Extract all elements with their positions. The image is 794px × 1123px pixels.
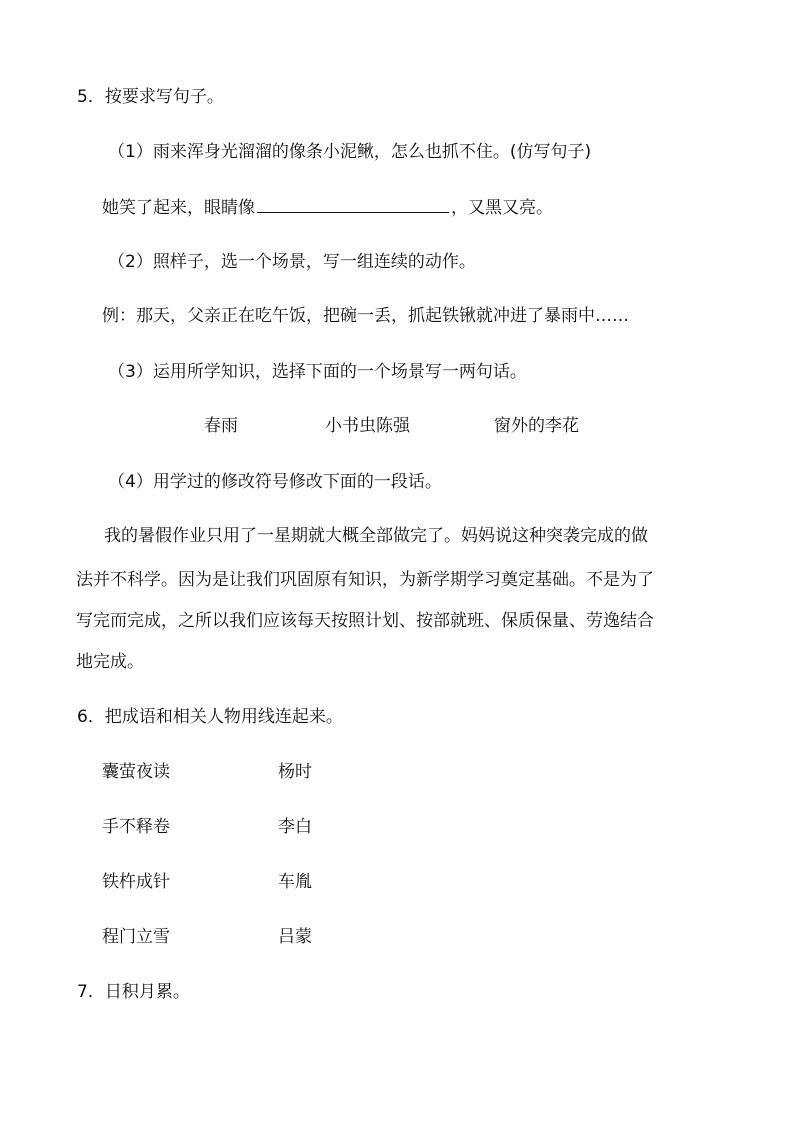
question-5-title: 5．按要求写句子。 [77,87,224,107]
person-item: 车胤 [278,872,312,892]
q5-sub3-label: （3）运用所学知识，选择下面的一个场景写一两句话。 [108,362,527,382]
idiom-item: 囊萤夜读 [102,762,170,782]
paragraph-line-2: 法并不科学。因为是让我们巩固原有知识，为新学期学习奠定基础。不是为了 [76,570,654,590]
person-item: 杨时 [278,762,312,782]
scene-option-3: 窗外的李花 [494,416,579,436]
paragraph-line-3: 写完而完成，之所以我们应该每天按照计划、按部就班、保质保量、劳逸结合 [76,611,654,631]
q5-sub1-label: （1）雨来浑身光溜溜的像条小泥鳅，怎么也抓不住。(仿写句子) [108,142,592,162]
scene-option-1: 春雨 [204,416,238,436]
answer-blank[interactable] [257,195,449,213]
q5-sub4-label: （4）用学过的修改符号修改下面的一段话。 [108,472,442,492]
question-7-title: 7．日积月累。 [77,982,190,1002]
q5-sub1-fill-sentence [102,195,553,220]
person-item: 吕蒙 [278,927,312,947]
fill-after-text: ，又黑又亮。 [451,198,553,218]
q5-sub2-label: （2）照样子，选一个场景，写一组连续的动作。 [108,252,476,272]
idiom-item: 手不释卷 [102,817,170,837]
question-6-title: 6．把成语和相关人物用线连起来。 [77,707,343,727]
idiom-item: 铁杵成针 [102,872,170,892]
scene-option-2: 小书虫陈强 [325,416,410,436]
idiom-item: 程门立雪 [102,927,170,947]
fill-before-text: 她笑了起来，眼睛像 [102,198,255,218]
paragraph-line-1: 我的暑假作业只用了一星期就大概全部做完了。妈妈说这种突袭完成的做 [104,526,648,546]
q5-sub2-example: 例：那天，父亲正在吃午饭，把碗一丢，抓起铁锹就冲进了暴雨中…… [102,306,629,326]
person-item: 李白 [278,817,312,837]
paragraph-line-4: 地完成。 [76,652,144,672]
